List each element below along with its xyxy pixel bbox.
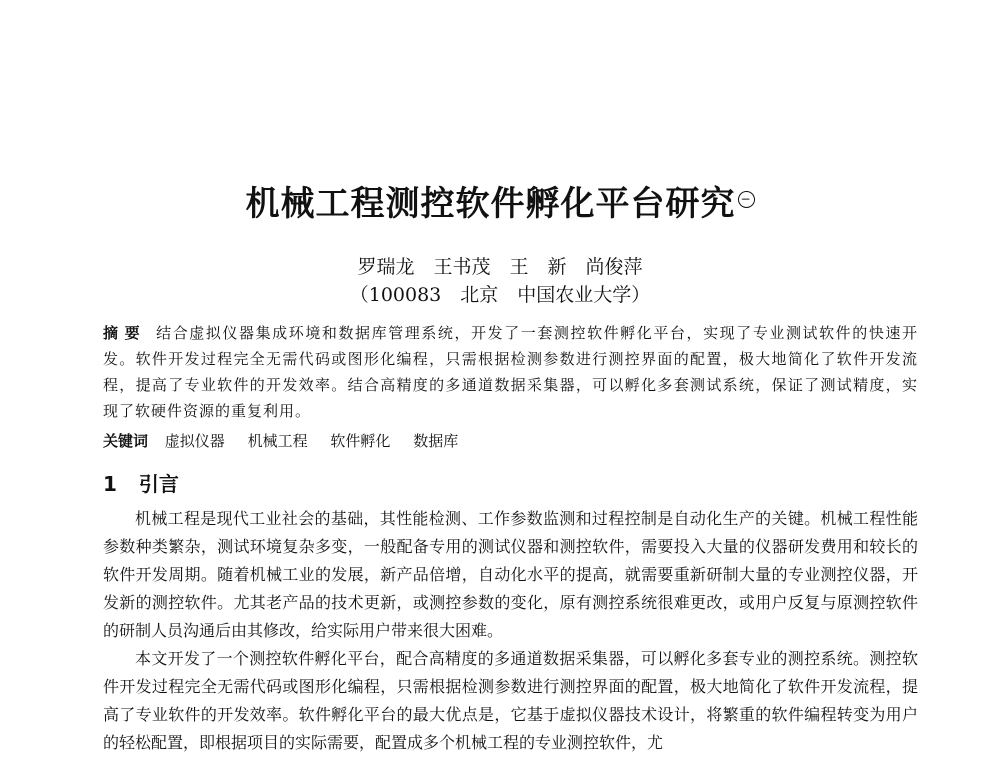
abstract-text: 结合虚拟仪器集成环境和数据库管理系统，开发了一套测控软件孵化平台，实现了专业测试软件的快速开发。软件开发过程完全无需代码或图形化编程，只需根据检测参数进行测控界面的配置，极大地简化了软件开发流程，提高了专业软件的开发效率。结合高精度的多通道数据采集器，可以孵化多套测试系统，保证了测试精度，实现了软硬件资源的重复利用。	[103, 324, 918, 420]
section-heading	[103, 468, 179, 497]
body-text	[103, 505, 918, 757]
abstract	[103, 320, 918, 424]
section-title: 引言	[138, 472, 179, 496]
keywords	[103, 428, 918, 454]
paper-title	[0, 176, 1000, 225]
footnote-marker: −	[738, 191, 755, 208]
keyword: 虚拟仪器	[164, 432, 225, 450]
paragraph: 机械工程是现代工业社会的基础，其性能检测、工作参数监测和过程控制是自动化生产的关键。机械工程性能参数种类繁杂，测试环境复杂多变，一般配备专用的测试仪器和测控软件，需要投入大量的仪器研发费用和较长的软件开发周期。随着机械工业的发展，新产品倍增，自动化水平的提高，就需要重新研制大量的专业测控仪器，开发新的测控软件。尤其老产品的技术更新，或测控参数的变化，原有测控系统很难更改，或用户反复与原测控软件的研制人员沟通后由其修改，给实际用户带来很大困难。	[103, 509, 918, 640]
keyword: 机械工程	[247, 432, 308, 450]
abstract-label: 摘要	[103, 324, 147, 342]
section-number: 1	[103, 472, 117, 496]
keyword: 软件孵化	[330, 432, 391, 450]
author-list: 罗瑞龙 王书茂 王 新 尚俊萍	[357, 256, 643, 278]
affiliation: （100083 北京 中国农业大学）	[349, 284, 651, 306]
keywords-label: 关键词	[103, 432, 149, 450]
paper-title-text: 机械工程测控软件孵化平台研究	[245, 184, 736, 224]
paragraph: 本文开发了一个测控软件孵化平台，配合高精度的多通道数据采集器，可以孵化多套专业的测控系统。测控软件开发过程完全无需代码或图形化编程，只需根据检测参数进行测控界面的配置，极大地简化了软件开发流程，提高了专业软件的开发效率。软件孵化平台的最大优点是，它基于虚拟仪器技术设计，将繁重的软件编程转变为用户的轻松配置，即根据项目的实际需要，配置成多个机械工程的专业测控软件，尤	[103, 649, 918, 752]
keyword: 数据库	[413, 432, 459, 450]
